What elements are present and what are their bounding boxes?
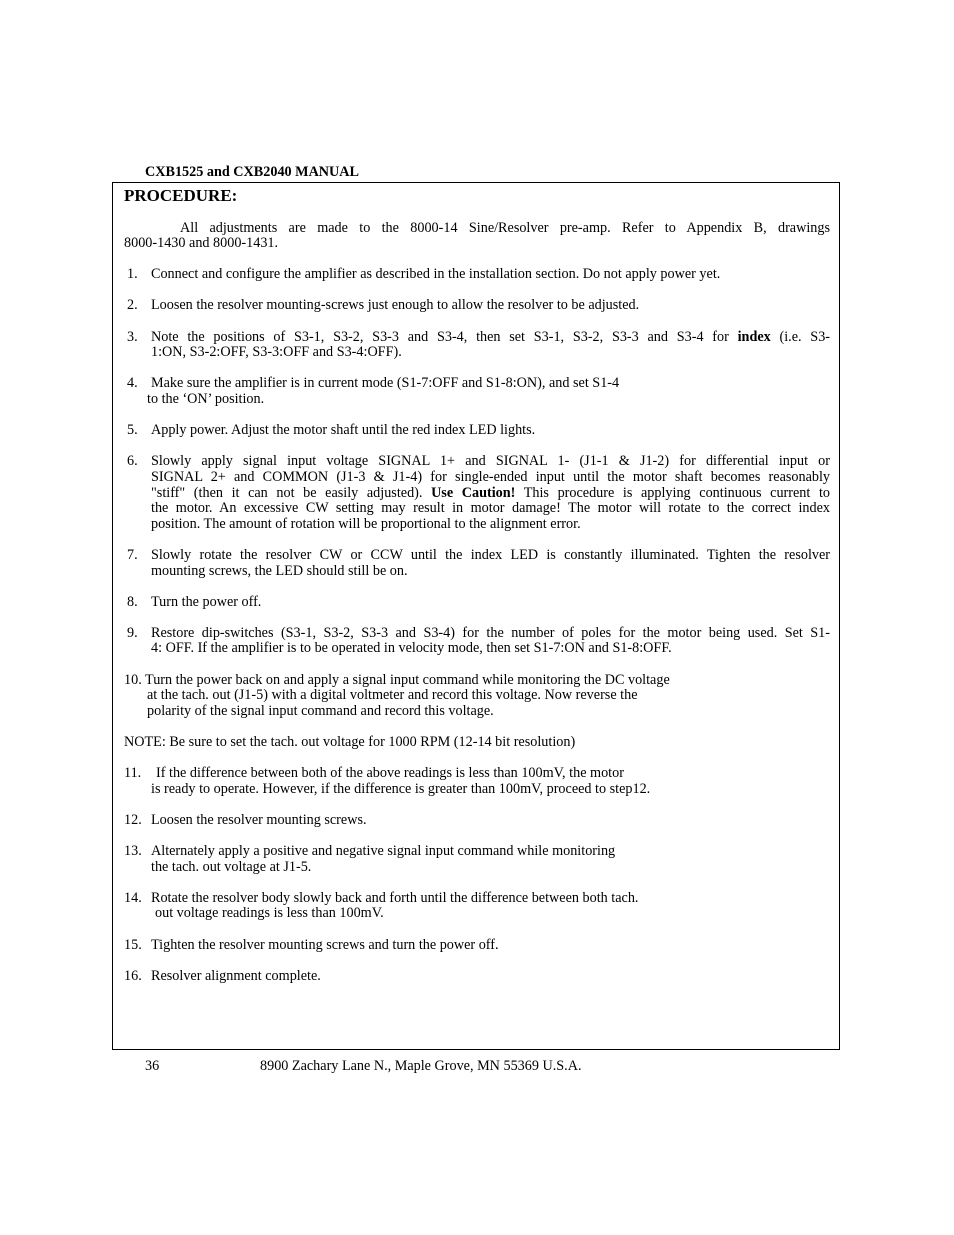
step-7-number: 7.	[127, 547, 138, 563]
step-10-line-2: at the tach. out (J1-5) with a digital voltmeter and record this voltage. Now reverse the	[147, 687, 638, 703]
step-1-number: 1.	[127, 266, 138, 282]
step-14-line-2: out voltage readings is less than 100mV.	[155, 905, 384, 921]
step-4-number: 4.	[127, 375, 138, 391]
step-2-number: 2.	[127, 297, 138, 313]
step-6-number: 6.	[127, 453, 138, 469]
step-15-number: 15.	[124, 937, 142, 953]
step-3-line-1c: (i.e. S3-	[779, 329, 831, 345]
step-6-line-2: SIGNAL 2+ and COMMON (J1-3 & J1-4) for single-ended input until the motor shaft becomes reasonably	[151, 469, 830, 485]
step-3-index-term: index	[737, 329, 771, 345]
step-9-line-2: 4: OFF. If the amplifier is to be operated in velocity mode, then set S1-7:ON and S1-8:OFF.	[151, 640, 672, 656]
step-11-line-1: If the difference between both of the above readings is less than 100mV, the motor	[156, 765, 624, 781]
step-3-line-2: 1:ON, S3-2:OFF, S3-3:OFF and S3-4:OFF).	[151, 344, 402, 360]
step-12-text: Loosen the resolver mounting screws.	[151, 812, 367, 828]
step-15-text: Tighten the resolver mounting screws and turn the power off.	[151, 937, 499, 953]
step-16-number: 16.	[124, 968, 142, 984]
step-6-line-3c: This procedure is applying continuous current to	[523, 485, 830, 501]
step-7-line-1: Slowly rotate the resolver CW or CCW until the index LED is constantly illuminated. Tighten the resolver	[151, 547, 830, 563]
step-6-line-1: Slowly apply signal input voltage SIGNAL 1+ and SIGNAL 1- (J1-1 & J1-2) for differential input or	[151, 453, 830, 469]
step-6-line-3a: "stiff" (then it can not be easily adjusted).	[151, 485, 423, 501]
step-12-number: 12.	[124, 812, 142, 828]
step-3-line-1a: Note the positions of S3-1, S3-2, S3-3 and S3-4, then set S3-1, S3-2, S3-3 and S3-4 for	[151, 329, 729, 345]
step-13-line-1: Alternately apply a positive and negative signal input command while monitoring	[151, 843, 616, 859]
step-16-text: Resolver alignment complete.	[151, 968, 321, 984]
step-13-line-2: the tach. out voltage at J1-5.	[151, 859, 312, 875]
step-9-line-1: Restore dip-switches (S3-1, S3-2, S3-3 and S3-4) for the number of poles for the motor being used. Set S1-	[151, 625, 830, 641]
step-6-line-3	[151, 485, 830, 501]
step-14-number: 14.	[124, 890, 142, 906]
step-1-text: Connect and configure the amplifier as described in the installation section. Do not apply power yet.	[151, 266, 721, 282]
step-8-text: Turn the power off.	[151, 594, 262, 610]
step-10-line-3: polarity of the signal input command and record this voltage.	[147, 703, 494, 719]
step-11-number: 11.	[124, 765, 142, 781]
step-3-number: 3.	[127, 329, 138, 345]
procedure-heading: PROCEDURE:	[124, 186, 238, 205]
step-6-line-4: the motor. An excessive CW setting may result in motor damage! The motor will rotate to the correct index	[151, 500, 830, 516]
step-3-line-1	[151, 329, 830, 345]
step-10-line-1: 10. Turn the power back on and apply a signal input command while monitoring the DC voltage	[124, 672, 670, 688]
step-9-number: 9.	[127, 625, 138, 641]
step-5-number: 5.	[127, 422, 138, 438]
step-13-number: 13.	[124, 843, 142, 859]
step-7-line-2: mounting screws, the LED should still be on.	[151, 563, 408, 579]
step-4-line-1: Make sure the amplifier is in current mode (S1-7:OFF and S1-8:ON), and set S1-4	[151, 375, 620, 391]
step-4-line-2: to the ‘ON’ position.	[147, 391, 265, 407]
footer-address: 8900 Zachary Lane N., Maple Grove, MN 55369 U.S.A.	[260, 1058, 582, 1074]
step-6-caution: Use Caution!	[431, 485, 516, 501]
step-6-line-5: position. The amount of rotation will be proportional to the alignment error.	[151, 516, 581, 532]
intro-line-2: 8000-1430 and 8000-1431.	[124, 235, 279, 251]
step-5-text: Apply power. Adjust the motor shaft until the red index LED lights.	[151, 422, 536, 438]
step-8-number: 8.	[127, 594, 138, 610]
step-14-line-1: Rotate the resolver body slowly back and forth until the difference between both tach.	[151, 890, 639, 906]
intro-line-1: All adjustments are made to the 8000-14 Sine/Resolver pre-amp. Refer to Appendix B, drawings	[180, 220, 830, 236]
step-2-text: Loosen the resolver mounting-screws just enough to allow the resolver to be adjusted.	[151, 297, 640, 313]
footer-page-number: 36	[145, 1058, 160, 1074]
step-11-line-2: is ready to operate. However, if the difference is greater than 100mV, proceed to step12.	[151, 781, 651, 797]
tach-voltage-note: NOTE: Be sure to set the tach. out voltage for 1000 RPM (12-14 bit resolution)	[124, 734, 576, 750]
manual-header-title: CXB1525 and CXB2040 MANUAL	[145, 164, 360, 180]
